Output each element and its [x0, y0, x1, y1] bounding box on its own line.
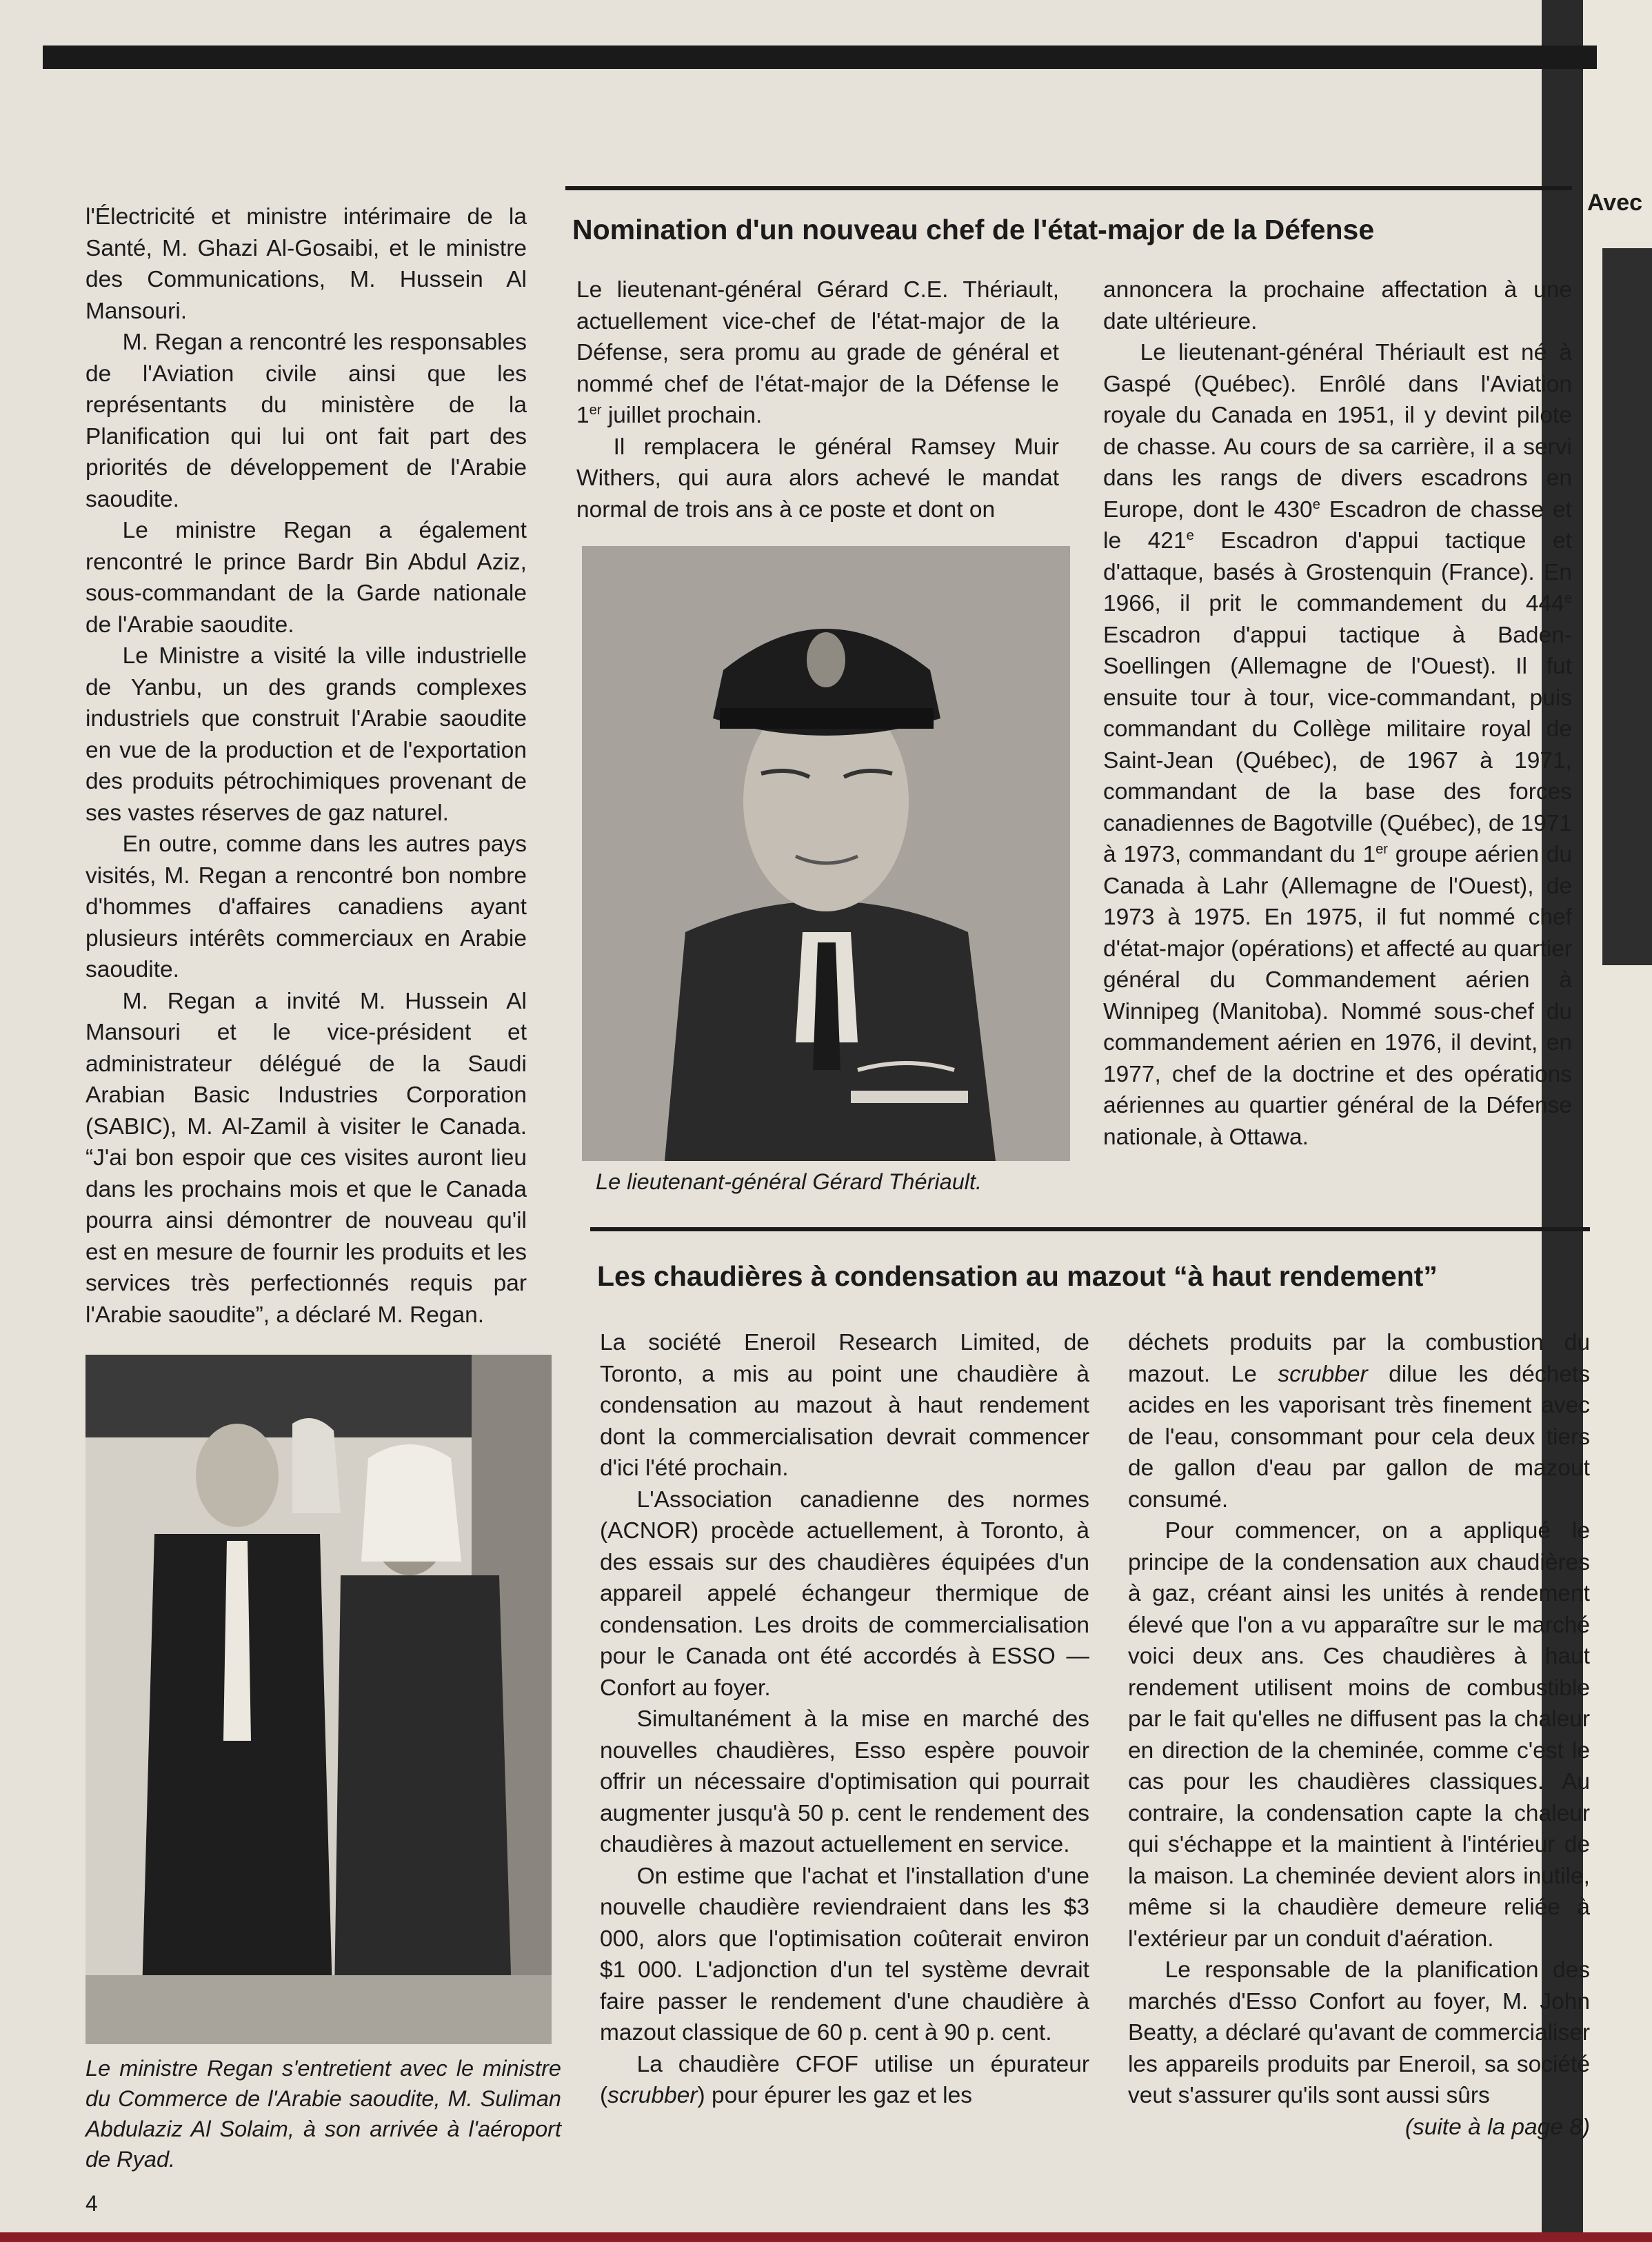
next-page-title: Avec	[1587, 190, 1643, 216]
article1-headline: Nomination d'un nouveau chef de l'état-major de la Défense	[572, 214, 1375, 245]
article2-headline: Les chaudières à condensation au mazout “à haut rendement”	[597, 1260, 1438, 1292]
article2-column2	[1128, 1327, 1590, 2143]
photo-minister-regan	[85, 1355, 552, 2044]
paragraph: On estime que l'achat et l'installation d'une nouvelle chaudière reviendraient dans les $3 000, alors que l'optimisation coûterait environ $1 000. L'adjonction d'un tel système devrait faire passer le rendement d'une chaudière à mazout classique de 60 p. cent à 90 p. cent.	[600, 1863, 1089, 2046]
left-column-text	[85, 201, 527, 1331]
paragraph: La société Eneroil Research Limited, de Toronto, a mis au point une chaudière à condensation au mazout à haut rendement dont la commercialisation devrait commencer d'ici l'été prochain.	[600, 1330, 1089, 1481]
article1-column2	[1103, 274, 1572, 1153]
paragraph: Il remplacera le général Ramsey Muir Withers, qui aura alors achevé le mandat normal de trois ans à ce poste et dont on	[576, 434, 1059, 523]
continued-note: (suite à la page 8)	[1404, 2114, 1590, 2140]
paragraph: Le Ministre a visité la ville industrielle de Yanbu, un des grands complexes industriels que construit l'Arabie saoudite en vue de la production et de l'exportation des produits pétrochimiques provenant de ses vastes réserves de gaz naturel.	[85, 643, 527, 826]
paragraph: l'Électricité et ministre intérimaire de la Santé, M. Ghazi Al-Gosaibi, et le ministre des Communications, M. Hussein Al Mansouri.	[85, 204, 527, 324]
next-page-photo-edge	[1602, 248, 1652, 965]
paragraph: Le ministre Regan a également rencontré le prince Bardr Bin Abdul Aziz, sous-commandant de la Garde nationale de l'Arabie saoudite.	[85, 518, 527, 638]
paragraph: M. Regan a invité M. Hussein Al Mansouri et le vice-président et administrateur délégué de la Saudi Arabian Basic Industries Corporation (SABIC), M. Al-Zamil à visiter le Canada. “J'ai bon espoir que ces visites auront lieu dans les prochains mois et que le Canada pourra ainsi démontrer de nouveau qu'il est en mesure de fournir les produits et les services très perfectionnés requis par l'Arabie saoudite”, a déclaré M. Regan.	[85, 988, 527, 1328]
photo-caption-minister-regan: Le ministre Regan s'entretient avec le ministre du Commerce de l'Arabie saoudite, M. Suliman Abdulaziz Al Solaim, à son arrivée à l'aéroport de Ryad.	[85, 2056, 561, 2172]
article1-column1	[576, 274, 1059, 525]
photo-minister-regan-image	[85, 1355, 552, 2044]
top-rule-bar	[43, 46, 1597, 69]
paragraph: En outre, comme dans les autres pays visités, M. Regan a rencontré bon nombre d'hommes d'affaires canadiens ayant plusieurs intérêts commerciaux en Arabie saoudite.	[85, 831, 527, 982]
paragraph: L'Association canadienne des normes (ACNOR) procède actuellement, à Toronto, à des essais sur des chaudières équipées d'un appareil appelé échangeur thermique de condensation. Les droits de commercialisation pour le Canada ont été accordés à ESSO — Confort au foyer.	[600, 1486, 1089, 1701]
paragraph: La chaudière CFOF utilise un épurateur (scrubber) pour épurer les gaz et les	[600, 2051, 1089, 2108]
next-page-edge	[1583, 0, 1652, 2242]
article2-column1	[600, 1327, 1089, 2112]
paragraph: Le lieutenant-général Thériault est né à Gaspé (Québec). Enrôlé dans l'Aviation royale du Canada en 1951, il y devint pilote de chasse. Au cours de sa carrière, il a servi dans les rangs de divers escadrons en Europe, dont le 430e Escadron de chasse et le 421e Escadron d'appui tactique et d'attaque, basés à Grostenquin (France). En 1966, il prit le commandement du 444e Escadron d'appui tactique à Baden-Soellingen (Allemagne de l'Ouest). Il fut ensuite tour à tour, vice-commandant, puis commandant du Collège militaire royal de Saint-Jean (Québec), de 1967 à 1971, commandant de la base des forces canadiennes de Bagotville (Québec), de 1971 à 1973, commandant du 1er groupe aérien du Canada à Lahr (Allemagne de l'Ouest), de 1973 à 1975. En 1975, il fut nommé chef d'état-major (opérations) et affecté au quartier général du Commandement aérien à Winnipeg (Manitoba). Nommé sous-chef du commandement aérien en 1976, il devint, en 1977, chef de la doctrine et des opérations aériennes au quartier général de la Défense nationale, à Ottawa.	[1103, 340, 1572, 1150]
paragraph: M. Regan a rencontré les responsables de l'Aviation civile ainsi que les représentants du ministère de la Planification qui lui ont fait part des priorités de développement de l'Arabie saoudite.	[85, 330, 527, 512]
paragraph: Pour commencer, on a appliqué le principe de la condensation aux chaudières à gaz, créant ainsi les unités à rendement élevé que l'on a vu apparaître sur le marché voici deux ans. Ces chaudières à haut rendement utilisent moins de combustible par le fait qu'elles ne diffusent pas la chaleur en direction de la cheminée, comme c'est le cas pour les chaudières classiques. Au contraire, la condensation capte la chaleur qui s'échappe et la maintient à l'intérieur de la maison. La cheminée devient alors inutile, même si la chaudière demeure reliée à l'extérieur par un conduit d'aération.	[1128, 1518, 1590, 1952]
photo-general-theriault-image	[582, 546, 1070, 1161]
photo-general-theriault	[582, 546, 1070, 1161]
bottom-red-edge	[0, 2232, 1652, 2242]
paragraph: annoncera la prochaine affectation à une date ultérieure.	[1103, 277, 1572, 334]
paragraph: Le responsable de la planification des marchés d'Esso Confort au foyer, M. John Beatty, a déclaré qu'avant de commercialiser les appareils produits par Eneroil, sa société veut s'assurer qu'ils sont aussi sûrs	[1128, 1957, 1590, 2108]
paragraph: déchets produits par la combustion du mazout. Le scrubber dilue les déchets acides en les vaporisant très finement avec de l'eau, consommant pour cela deux tiers de gallon d'eau par gallon de mazout consumé.	[1128, 1330, 1590, 1513]
photo-caption-theriault: Le lieutenant-général Gérard Thériault.	[596, 1169, 983, 1194]
paragraph: Le lieutenant-général Gérard C.E. Thériault, actuellement vice-chef de l'état-major de la Défense, sera promu au grade de général et nommé chef de l'état-major de la Défense le 1er juillet prochain.	[576, 277, 1059, 428]
page-number: 4	[85, 2191, 98, 2216]
paragraph: Simultanément à la mise en marché des nouvelles chaudières, Esso espère pouvoir offrir un nécessaire d'optimisation qui pourrait augmenter jusqu'à 50 p. cent le rendement des chaudières à mazout actuellement en service.	[600, 1706, 1089, 1857]
article1-top-rule	[565, 186, 1572, 190]
article2-top-rule	[590, 1227, 1590, 1231]
